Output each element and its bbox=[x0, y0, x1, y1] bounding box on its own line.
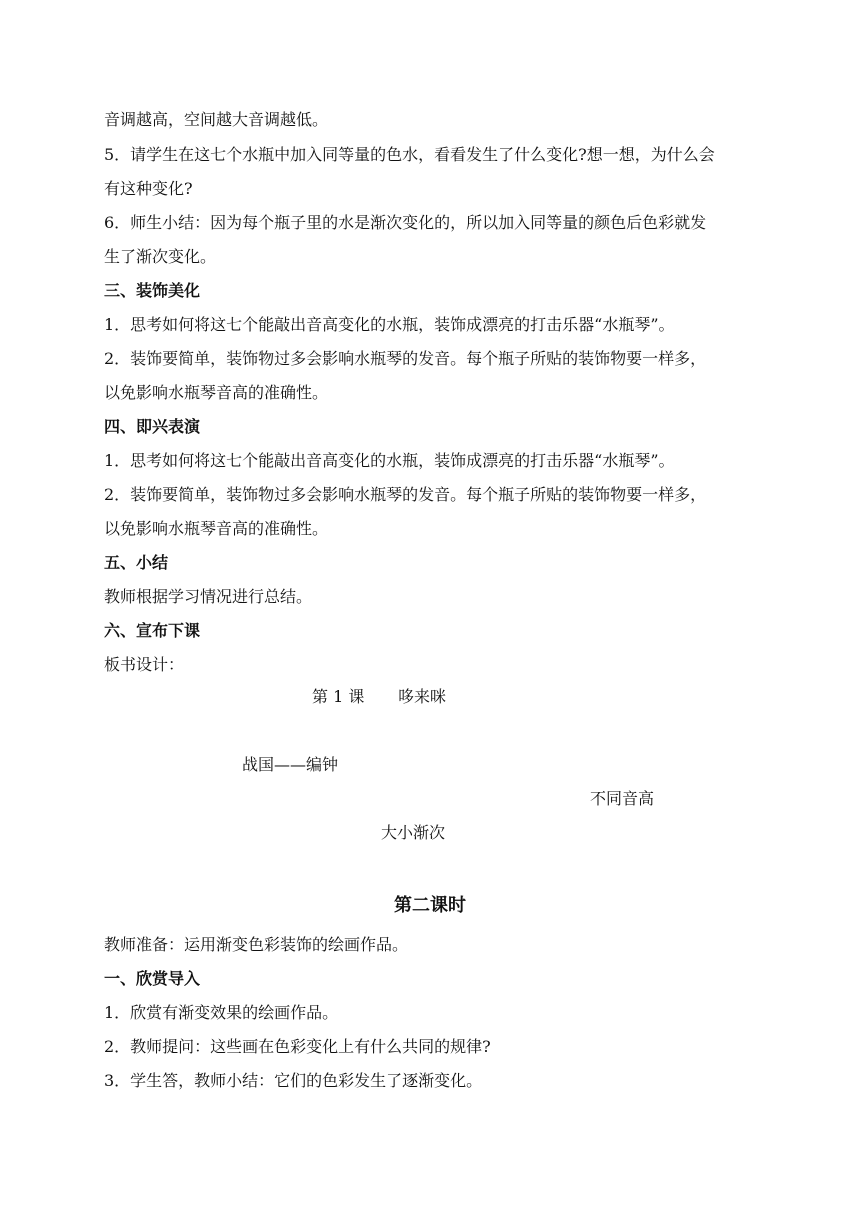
heading-dismiss: 六、宣布下课 bbox=[104, 621, 201, 640]
board-lesson-title: 哆来咪 bbox=[398, 687, 447, 706]
decoration-step-1: 1．思考如何将这七个能敲出音高变化的水瓶，装饰成漂亮的打击乐器“水瓶琴”。 bbox=[104, 315, 675, 334]
decoration-step-2-line-2: 以免影响水瓶琴音高的准确性。 bbox=[104, 383, 329, 402]
heading-decoration: 三、装饰美化 bbox=[104, 281, 201, 300]
board-item-bianzhong: 战国——编钟 bbox=[242, 755, 339, 774]
performance-step-2-line-1: 2．装饰要简单，装饰物过多会影响水瓶琴的发音。每个瓶子所贴的装饰物要一样多， bbox=[104, 485, 707, 504]
heading-performance: 四、即兴表演 bbox=[104, 417, 201, 436]
second-lesson-title: 第二课时 bbox=[394, 895, 466, 916]
appreciation-step-3: 3．学生答，教师小结：它们的色彩发生了逐渐变化。 bbox=[104, 1071, 483, 1090]
board-lesson-number: 第 1 课 bbox=[312, 687, 365, 706]
summary-text: 教师根据学习情况进行总结。 bbox=[104, 587, 313, 606]
heading-appreciation: 一、欣赏导入 bbox=[104, 969, 201, 988]
step-5-line-1: 5．请学生在这七个水瓶中加入同等量的色水，看看发生了什么变化?想一想，为什么会 bbox=[104, 145, 715, 164]
appreciation-step-1: 1．欣赏有渐变效果的绘画作品。 bbox=[104, 1003, 339, 1022]
board-item-pitch: 不同音高 bbox=[590, 789, 655, 808]
step-6-line-2: 生了渐次变化。 bbox=[104, 247, 217, 266]
step-5-line-2: 有这种变化? bbox=[104, 179, 193, 198]
teacher-preparation: 教师准备：运用渐变色彩装饰的绘画作品。 bbox=[104, 935, 409, 954]
appreciation-step-2: 2．教师提问：这些画在色彩变化上有什么共同的规律? bbox=[104, 1037, 491, 1056]
decoration-step-2-line-1: 2．装饰要简单，装饰物过多会影响水瓶琴的发音。每个瓶子所贴的装饰物要一样多， bbox=[104, 349, 707, 368]
board-item-size: 大小渐次 bbox=[381, 823, 446, 842]
paragraph-line: 音调越高，空间越大音调越低。 bbox=[104, 110, 329, 129]
heading-summary: 五、小结 bbox=[104, 553, 169, 572]
performance-step-2-line-2: 以免影响水瓶琴音高的准确性。 bbox=[104, 519, 329, 538]
performance-step-1: 1．思考如何将这七个能敲出音高变化的水瓶，装饰成漂亮的打击乐器“水瓶琴”。 bbox=[104, 451, 675, 470]
board-design-label: 板书设计： bbox=[104, 655, 185, 674]
step-6-line-1: 6．师生小结：因为每个瓶子里的水是渐次变化的，所以加入同等量的颜色后色彩就发 bbox=[104, 213, 707, 232]
